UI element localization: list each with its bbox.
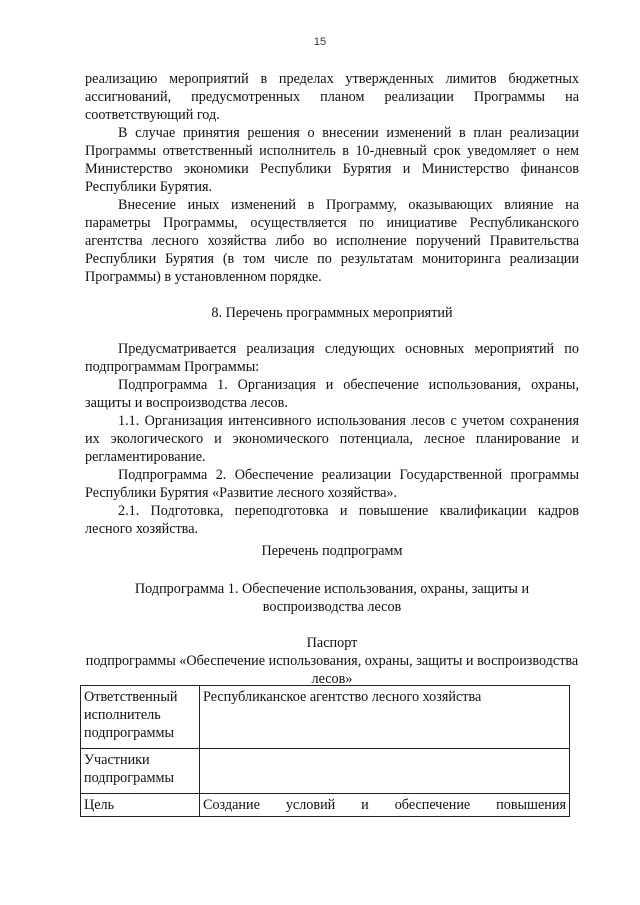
table-cell-value: Республиканское агентство лесного хозяйства: [200, 686, 570, 749]
page-number: 15: [313, 36, 327, 48]
paragraph-measure-2-1: 2.1. Подготовка, переподготовка и повышение квалификации кадров лесного хозяйства.: [85, 503, 579, 537]
paragraph-plan-changes: В случае принятия решения о внесении изменений в план реализации Программы ответственный исполнитель в 10-дневный срок уведомляет о нем Министерство экономики Республики Бурятия и Министерство финансов Республики Бурятия.: [85, 125, 579, 195]
paragraph-other-changes: Внесение иных изменений в Программу, оказывающих влияние на параметры Программы, осуществляется по инициативе Республиканского агентства лесного хозяйства либо во исполнение поручений Правительства Республики Бурятия (в том числе по результатам мониторинга реализации Программы) в установленном порядке.: [85, 197, 579, 285]
passport-table: [80, 685, 570, 817]
section-heading: 8. Перечень программных мероприятий: [211, 305, 453, 321]
passport-title: Паспорт: [306, 635, 358, 651]
table-row: [81, 749, 570, 794]
subprogram-1-heading: Подпрограмма 1. Обеспечение использования, охраны, защиты и воспроизводства лесов: [134, 581, 530, 615]
document-body: [85, 70, 579, 688]
paragraph-measures-intro: Предусматривается реализация следующих основных мероприятий по подпрограммам Программы:: [85, 341, 579, 375]
table-row: [81, 794, 570, 817]
table-cell-label: Участники подпрограммы: [81, 749, 200, 794]
paragraph-subprogram-1: Подпрограмма 1. Организация и обеспечение использования, охраны, защиты и воспроизводства лесов.: [85, 377, 579, 411]
subprogram-list-heading: Перечень подпрограмм: [261, 543, 403, 559]
paragraph-continuation: реализацию мероприятий в пределах утвержденных лимитов бюджетных ассигнований, предусмотренных планом реализации Программы на соответствующий год.: [85, 71, 579, 123]
table-cell-value: [200, 749, 570, 794]
table-cell-label: Ответственный исполнитель подпрограммы: [81, 686, 200, 749]
paragraph-subprogram-2: Подпрограмма 2. Обеспечение реализации Государственной программы Республики Бурятия «Развитие лесного хозяйства».: [85, 467, 579, 501]
table-row: [81, 686, 570, 749]
table-cell-value: Создание условий и обеспечение повышения: [200, 794, 570, 817]
paragraph-measure-1-1: 1.1. Организация интенсивного использования лесов с учетом сохранения их экологического и экономического потенциала, лесное планирование и регламентирование.: [85, 413, 579, 465]
passport-subtitle: подпрограммы «Обеспечение использования, охраны, защиты и воспроизводства лесов»: [85, 653, 579, 687]
table-cell-label: Цель: [81, 794, 200, 817]
